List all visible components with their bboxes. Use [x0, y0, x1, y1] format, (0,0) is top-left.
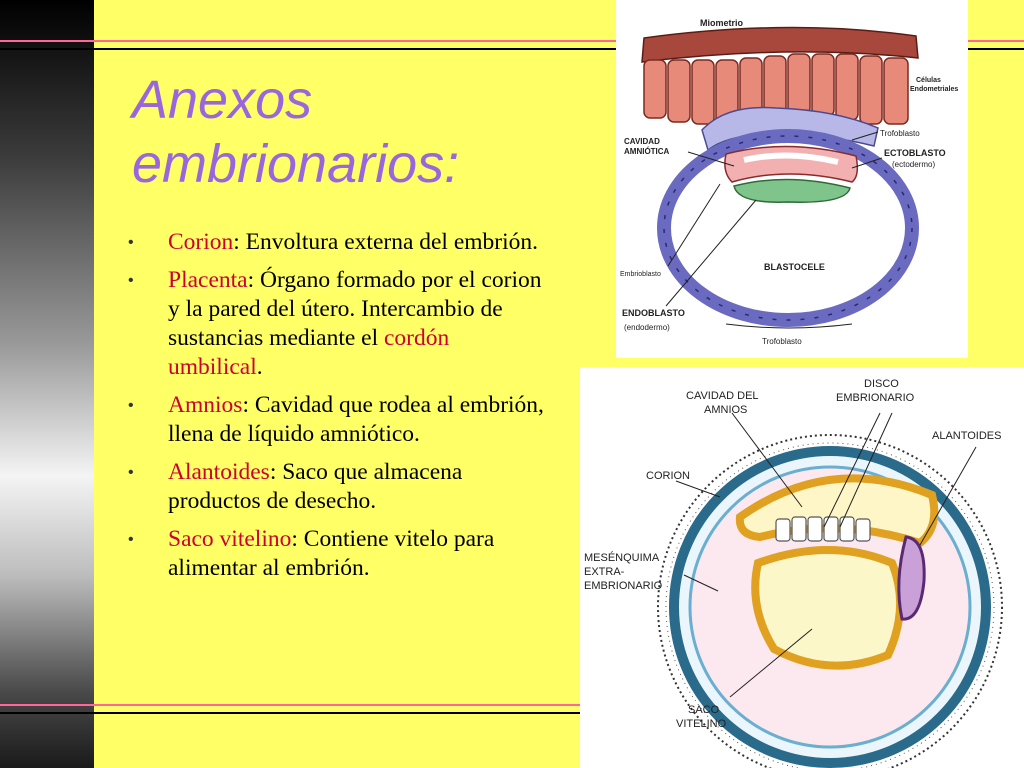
- bullet-tail-placenta: .: [256, 354, 263, 380]
- bullet-amnios: [128, 391, 548, 449]
- label-celulas-1: Células: [916, 77, 941, 84]
- bullet-corion: [128, 228, 548, 257]
- label-vitelino: VITELINO: [676, 718, 727, 730]
- label-cavidad-2: AMNIÓTICA: [624, 147, 670, 156]
- slide-title-line-1: Anexos: [132, 70, 313, 130]
- slide-title: [132, 68, 459, 196]
- slide-title-line-2: embrionarios:: [132, 134, 460, 194]
- label-extra: EXTRA-: [584, 566, 625, 578]
- label-celulas-2: Endometriales: [910, 86, 959, 93]
- term-corion: Corion: [168, 229, 234, 255]
- label-trofoblasto-bottom: Trofoblasto: [762, 337, 802, 346]
- label-saco: SACO: [688, 704, 720, 716]
- label-miometrio: Miometrio: [700, 18, 744, 28]
- label-disco: DISCO: [864, 378, 899, 390]
- embryonic-annexes-figure: [580, 367, 1024, 768]
- bullet-dot: •: [128, 272, 134, 289]
- label-endoblasto: ENDOBLASTO: [622, 308, 685, 318]
- bullet-text-corion: : Envoltura externa del embrión.: [233, 229, 539, 255]
- label-blastocele: BLASTOCELE: [764, 262, 825, 272]
- blastocyst-implantation-figure: [616, 0, 968, 358]
- bullet-dot: •: [128, 531, 134, 548]
- term-alantoides: Alantoides: [168, 459, 270, 485]
- annexes-illustration: [580, 367, 1024, 768]
- label-amnios: AMNIOS: [704, 404, 748, 416]
- term-saco-vitelino: Saco vitelino: [168, 526, 292, 552]
- bullet-saco-vitelino: [128, 525, 548, 583]
- bullet-text-placenta: : Órgano formado por el corion y la pared del útero. Intercambio de sustancias mediante el: [168, 267, 542, 351]
- label-corion: CORION: [646, 470, 690, 482]
- label-embrionario-mesenquima: EMBRIONARIO: [584, 580, 663, 592]
- term-amnios: Amnios: [168, 392, 243, 418]
- label-mesenquima: MESÉNQUIMA: [584, 552, 660, 564]
- term-placenta: Placenta: [168, 267, 248, 293]
- label-ectoblasto: ECTOBLASTO: [884, 148, 946, 158]
- label-cavidad-1: CAVIDAD: [624, 137, 660, 146]
- label-alantoides: ALANTOIDES: [932, 430, 1002, 442]
- blastocyst-illustration: [616, 0, 968, 358]
- bullet-dot: •: [128, 397, 134, 414]
- bullet-dot: •: [128, 234, 134, 251]
- bullet-placenta: [128, 266, 548, 382]
- endoblast-layer: [734, 179, 850, 202]
- label-ectodermo: (ectodermo): [892, 160, 936, 169]
- bullet-text-amnios: : Cavidad que rodea al embrión, llena de líquido amniótico.: [168, 392, 544, 447]
- side-gradient-band: [0, 0, 94, 768]
- bullet-text-saco-vitelino: : Contiene vitelo para alimentar al embrión.: [168, 526, 495, 581]
- label-embrionario-disco: EMBRIONARIO: [836, 392, 915, 404]
- yolk-sac: [755, 550, 900, 666]
- label-endodermo: (endodermo): [624, 323, 670, 332]
- term-cordon-umbilical: cordón umbilical: [168, 325, 450, 380]
- label-embrioblasto: Embrioblasto: [620, 271, 661, 278]
- bullet-list: [128, 228, 548, 592]
- label-cavidad-del: CAVIDAD DEL: [686, 390, 759, 402]
- bullet-dot: •: [128, 464, 134, 481]
- bullet-text-alantoides: : Saco que almacena productos de desecho.: [168, 459, 463, 514]
- label-trofoblasto-top: Trofoblasto: [880, 129, 920, 138]
- bullet-alantoides: [128, 458, 548, 516]
